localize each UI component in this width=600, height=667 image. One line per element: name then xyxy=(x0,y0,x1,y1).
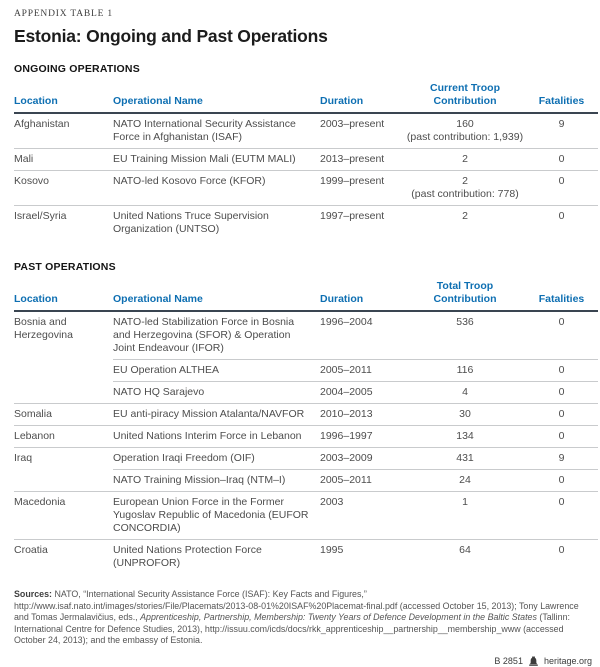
location-cell xyxy=(14,382,113,404)
past-operations-table xyxy=(14,280,598,574)
table-row xyxy=(14,540,598,575)
column-header-duration: Duration xyxy=(320,280,405,311)
duration-cell: 2003–2009 xyxy=(320,448,405,470)
troop-past-contribution-note: (past contribution: 778) xyxy=(411,188,519,200)
footer xyxy=(14,656,592,667)
troop-contribution-cell xyxy=(405,360,525,382)
operation-name-cell: NATO-led Kosovo Force (KFOR) xyxy=(113,171,320,206)
table-row xyxy=(14,113,598,149)
fatalities-cell: 9 xyxy=(525,448,598,470)
sources-label: Sources: xyxy=(14,589,52,599)
operation-name-cell: EU anti-piracy Mission Atalanta/NAVFOR xyxy=(113,404,320,426)
column-header-operational-name: Operational Name xyxy=(113,280,320,311)
troop-value: 2 xyxy=(462,210,468,222)
duration-cell: 2003 xyxy=(320,492,405,540)
troop-contribution-cell xyxy=(405,448,525,470)
troop-value: 2 xyxy=(462,175,468,187)
troop-value: 4 xyxy=(462,386,468,398)
location-cell: Lebanon xyxy=(14,426,113,448)
duration-cell: 2005–2011 xyxy=(320,470,405,492)
table-row xyxy=(14,492,598,540)
fatalities-cell: 0 xyxy=(525,149,598,171)
troop-contribution-cell xyxy=(405,171,525,206)
operation-name-cell: NATO HQ Sarajevo xyxy=(113,382,320,404)
table-row xyxy=(14,382,598,404)
duration-cell: 1997–present xyxy=(320,206,405,241)
operation-name-cell: NATO International Security Assistance Force in Afghanistan (ISAF) xyxy=(113,118,296,143)
table-row xyxy=(14,470,598,492)
ongoing-operations-section xyxy=(14,63,592,240)
fatalities-cell: 0 xyxy=(525,426,598,448)
duration-cell: 2005–2011 xyxy=(320,360,405,382)
troop-value: 64 xyxy=(459,544,471,556)
troop-value: 134 xyxy=(456,430,474,442)
troop-past-contribution-note: (past contribution: 1,939) xyxy=(406,131,524,143)
sources-text-1: NATO, “International Security Assistance Force (ISAF): Key Facts and Figures,” http://www.isaf.nato.int/images/stories/File/Placemats/2013-08-01%20ISAF%20Placemat-final.pdf (accessed October 15, 2013); Tony Lawrence and Tomas Jermalavičius, eds., xyxy=(14,589,579,623)
operation-name-cell: Operation Iraqi Freedom (OIF) xyxy=(113,448,320,470)
troop-contribution-cell xyxy=(405,149,525,171)
troop-contribution-cell xyxy=(405,206,525,241)
heritage-link[interactable]: heritage.org xyxy=(543,656,592,667)
fatalities-cell: 0 xyxy=(525,206,598,241)
fatalities-cell: 0 xyxy=(525,360,598,382)
location-cell xyxy=(14,470,113,492)
location-cell xyxy=(14,360,113,382)
ongoing-header-row xyxy=(14,82,598,113)
troop-contribution-cell xyxy=(405,311,525,360)
duration-cell: 1999–present xyxy=(320,171,405,206)
sources-note xyxy=(14,589,592,647)
column-header-fatalities: Fatalities xyxy=(525,82,598,113)
troop-contribution-cell xyxy=(405,113,525,149)
fatalities-cell: 0 xyxy=(525,171,598,206)
troop-value: 160 xyxy=(456,118,474,130)
column-header-location: Location xyxy=(14,280,113,311)
duration-cell: 2003–present xyxy=(320,118,385,130)
operation-name-cell: EU Operation ALTHEA xyxy=(113,360,320,382)
appendix-label: APPENDIX TABLE 1 xyxy=(14,9,113,19)
location-cell: Bosnia and Herzegovina xyxy=(14,316,73,341)
operation-name-cell: United Nations Protection Force (UNPROFOR) xyxy=(113,540,320,575)
heritage-bell-icon xyxy=(528,656,539,667)
operation-name-cell: NATO Training Mission–Iraq (NTM–I) xyxy=(113,470,320,492)
troop-value: 30 xyxy=(459,408,471,420)
troop-value: 116 xyxy=(456,364,474,376)
column-header-operational-name: Operational Name xyxy=(113,82,320,113)
table-row xyxy=(14,426,598,448)
operation-name-cell: United Nations Interim Force in Lebanon xyxy=(113,426,320,448)
location-cell: Croatia xyxy=(14,540,113,575)
duration-cell: 1995 xyxy=(320,540,405,575)
troop-value: 431 xyxy=(456,452,474,464)
troop-value: 1 xyxy=(462,496,468,508)
operation-name-cell: NATO-led Stabilization Force in Bosnia and Herzegovina (SFOR) & Operation Joint Endeavour (IFOR) xyxy=(113,316,295,354)
fatalities-cell: 9 xyxy=(558,118,565,130)
ongoing-operations-table xyxy=(14,82,598,240)
past-header-row xyxy=(14,280,598,311)
column-header-location: Location xyxy=(14,82,113,113)
column-header-current-troop-contribution: Current Troop Contribution xyxy=(405,82,525,113)
troop-value: 536 xyxy=(456,316,474,328)
table-row xyxy=(14,360,598,382)
fatalities-cell: 0 xyxy=(525,404,598,426)
operation-name-cell: European Union Force in the Former Yugoslav Republic of Macedonia (EUFOR CONCORDIA) xyxy=(113,492,320,540)
table-row xyxy=(14,206,598,241)
duration-cell: 1996–1997 xyxy=(320,426,405,448)
past-operations-section xyxy=(14,261,592,574)
table-row xyxy=(14,311,598,360)
table-row xyxy=(14,448,598,470)
table-row xyxy=(14,171,598,206)
report-number: B 2851 xyxy=(494,656,523,667)
fatalities-cell: 0 xyxy=(525,382,598,404)
sources-book-title: Apprenticeship, Partnership, Membership: Twenty Years of Defence Development in the Baltic States xyxy=(140,612,537,623)
table-row xyxy=(14,149,598,171)
duration-cell: 2004–2005 xyxy=(320,382,405,404)
operation-name-cell: EU Training Mission Mali (EUTM MALI) xyxy=(113,149,320,171)
fatalities-cell: 0 xyxy=(525,492,598,540)
page-title: Estonia: Ongoing and Past Operations xyxy=(14,26,328,46)
fatalities-cell: 0 xyxy=(525,470,598,492)
troop-contribution-cell xyxy=(405,382,525,404)
troop-contribution-cell xyxy=(405,540,525,575)
column-header-duration: Duration xyxy=(320,82,405,113)
table-row xyxy=(14,404,598,426)
sources-text-2: (Tallinn: International Centre for Defence Studies, 2013), http://issuu.com/icds/docs/rkk_apprenticeship__partnership__membership_www (accessed October 24, 2013); and the embassy of Estonia. xyxy=(14,612,570,646)
location-cell: Israel/Syria xyxy=(14,206,113,241)
location-cell: Iraq xyxy=(14,448,113,470)
operation-name-cell: United Nations Truce Supervision Organization (UNTSO) xyxy=(113,206,320,241)
duration-cell: 2013–present xyxy=(320,149,405,171)
troop-value: 2 xyxy=(462,153,468,165)
fatalities-cell: 0 xyxy=(525,540,598,575)
location-cell: Mali xyxy=(14,149,113,171)
section-title-ongoing: ONGOING OPERATIONS xyxy=(14,63,140,75)
column-header-total-troop-contribution: Total Troop Contribution xyxy=(405,280,525,311)
troop-value: 24 xyxy=(459,474,471,486)
troop-contribution-cell xyxy=(405,470,525,492)
location-cell: Kosovo xyxy=(14,171,113,206)
location-cell: Macedonia xyxy=(14,492,113,540)
fatalities-cell: 0 xyxy=(558,316,565,328)
location-cell: Somalia xyxy=(14,404,113,426)
column-header-fatalities: Fatalities xyxy=(525,280,598,311)
troop-contribution-cell xyxy=(405,492,525,540)
duration-cell: 1996–2004 xyxy=(320,316,373,328)
section-title-past: PAST OPERATIONS xyxy=(14,261,116,273)
troop-contribution-cell xyxy=(405,426,525,448)
duration-cell: 2010–2013 xyxy=(320,404,405,426)
troop-contribution-cell xyxy=(405,404,525,426)
location-cell: Afghanistan xyxy=(14,118,70,130)
